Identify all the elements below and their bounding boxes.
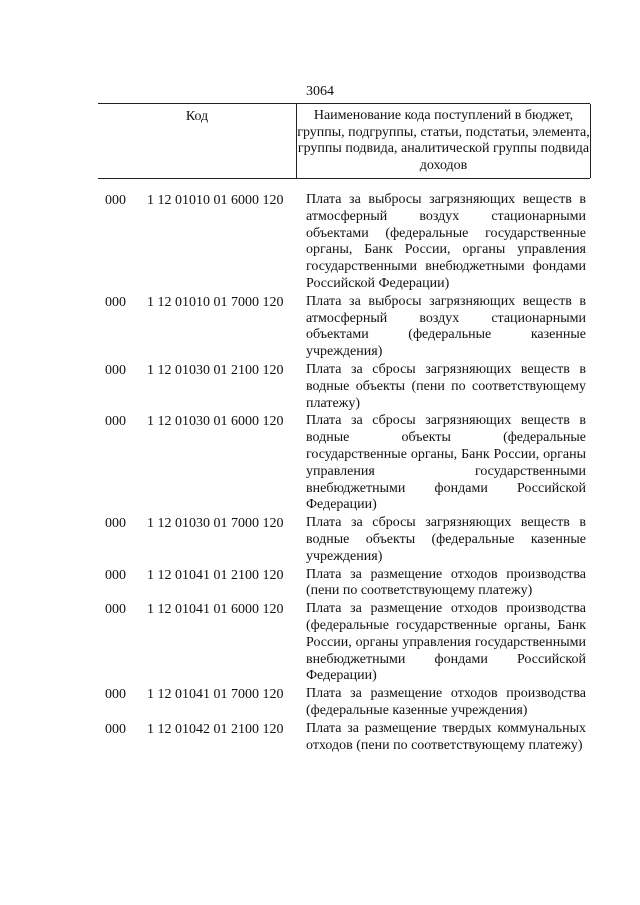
header-code-cell [98, 104, 297, 178]
table-row [0, 567, 640, 601]
table-row [0, 601, 640, 685]
income-name: Плата за сбросы загрязняющих веществ в водные объекты (пени по соответствующему платежу) [306, 361, 586, 411]
header-name-cell [297, 104, 591, 178]
admin-code: 000 [105, 193, 126, 208]
income-name: Плата за выбросы загрязняющих веществ в атмосферный воздух стационарными объектами (федеральные казенные учреждения) [306, 293, 586, 360]
income-name: Плата за размещение отходов производства (пени по соответствующему платежу) [306, 566, 586, 599]
table-header [98, 103, 590, 179]
admin-code: 000 [105, 721, 126, 737]
income-name: Плата за размещение отходов производства (федеральные государственные органы, Банк России, органы управления государственными внебюджетными фондами Российской Федерации) [306, 601, 586, 684]
table-row [0, 192, 640, 293]
table-row [0, 362, 640, 412]
table-row [0, 413, 640, 514]
admin-code: 000 [105, 362, 126, 378]
admin-code: 000 [105, 294, 126, 310]
income-code: 1 12 01041 01 7000 120 [147, 687, 284, 703]
table-row [0, 515, 640, 565]
header-code-label: Код [185, 109, 209, 124]
admin-code: 000 [105, 602, 126, 618]
admin-code: 000 [105, 567, 126, 583]
admin-code: 000 [105, 414, 126, 430]
table-row [0, 721, 640, 755]
header-name-label: Наименование кода поступлений в бюджет, группы, подгруппы, статьи, подстатьи, элемента, группы подвида, аналитической группы подвида доходов [297, 108, 590, 173]
table-row [0, 294, 640, 361]
income-name: Плата за размещение твердых коммунальных отходов (пени по соответствующему платежу) [306, 720, 586, 753]
income-name: Плата за сбросы загрязняющих веществ в водные объекты (федеральные государственные органы, Банк России, органы управления государственными внебюджетными фондами Российской Федерации) [306, 413, 586, 513]
income-code: 1 12 01041 01 6000 120 [147, 602, 284, 618]
admin-code: 000 [105, 516, 126, 532]
income-code: 1 12 01030 01 2100 120 [147, 362, 284, 378]
table-row [0, 686, 640, 720]
page-number: 3064 [306, 84, 334, 99]
income-name: Плата за сбросы загрязняющих веществ в водные объекты (федеральные казенные учреждения) [306, 515, 586, 564]
income-code: 1 12 01010 01 7000 120 [147, 294, 284, 310]
income-code: 1 12 01030 01 7000 120 [147, 516, 284, 532]
income-code: 1 12 01010 01 6000 120 [147, 193, 284, 208]
income-name: Плата за размещение отходов производства (федеральные казенные учреждения) [306, 686, 586, 718]
admin-code: 000 [105, 687, 126, 703]
income-code: 1 12 01030 01 6000 120 [147, 414, 284, 430]
income-name: Плата за выбросы загрязняющих веществ в атмосферный воздух стационарными объектами (федеральные государственные органы, Банк России, органы управления государственными внебюджетными фондами Российской Федерации) [306, 192, 586, 291]
income-code: 1 12 01041 01 2100 120 [147, 567, 284, 583]
table-body [0, 192, 640, 755]
income-code: 1 12 01042 01 2100 120 [147, 721, 284, 737]
